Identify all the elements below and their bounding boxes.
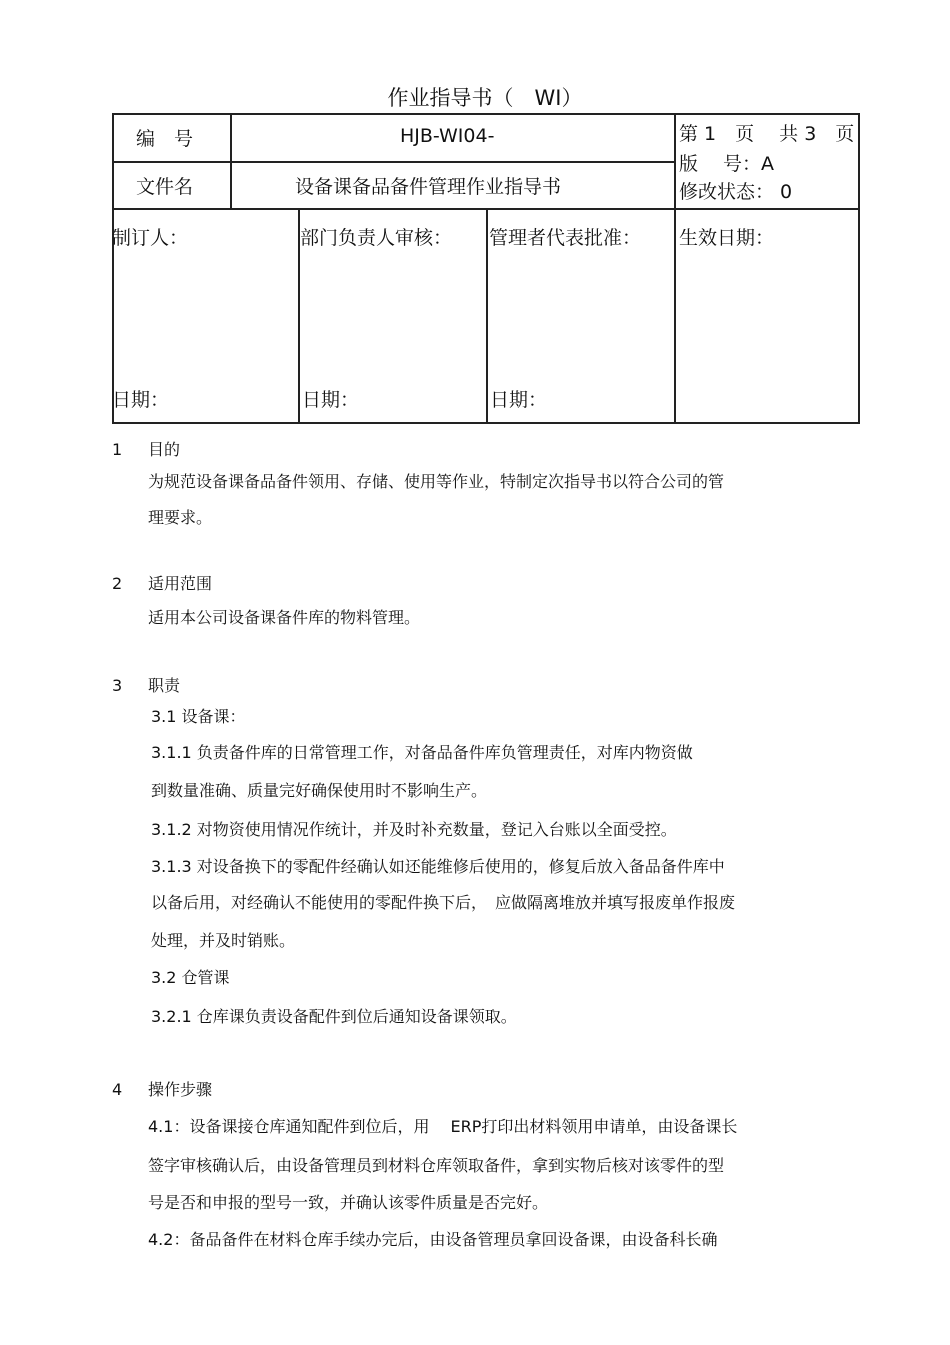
paragraph-line: 3.1 设备课： [151, 707, 246, 726]
section-number: 4 [112, 1080, 123, 1099]
section-title: 目的 [148, 440, 181, 459]
paragraph-line: 3.1.3 对设备换下的零配件经确认如还能维修后使用的，修复后放入备品备件库中 [151, 857, 725, 876]
dept-review-label: 部门负责人审核： [300, 227, 453, 249]
col-divider [674, 113, 676, 424]
document-title: 作业指导书（ WI） [387, 86, 583, 110]
revision-status: 修改状态： 0 [679, 181, 793, 203]
section-title: 职责 [148, 676, 181, 695]
section-title: 操作步骤 [148, 1080, 213, 1099]
row-divider [112, 161, 674, 163]
date-label: 日期： [302, 389, 360, 411]
version: 版 号：A [679, 153, 775, 175]
section-heading [112, 571, 212, 594]
paragraph-line: 4.1：设备课接仓库通知配件到位后，用 ERP打印出材料领用申请单，由设备课长 [148, 1117, 738, 1136]
section-title: 适用范围 [148, 574, 213, 593]
col-divider [486, 208, 488, 424]
section-number: 2 [112, 574, 123, 593]
date-label: 日期： [490, 389, 548, 411]
paragraph-line: 到数量准确、质量完好确保使用时不影响生产。 [151, 781, 488, 800]
paragraph-line: 适用本公司设备课备件库的物料管理。 [148, 608, 421, 627]
filename-label: 文件名 [136, 176, 194, 198]
code-value: HJB-WI04- [400, 125, 495, 147]
paragraph-line: 号是否和申报的型号一致，并确认该零件质量是否完好。 [148, 1193, 549, 1212]
mgmt-approve-label: 管理者代表批准： [489, 227, 642, 249]
section-heading [112, 437, 180, 460]
paragraph-line: 3.1.1 负责备件库的日常管理工作，对备品备件库负管理责任，对库内物资做 [151, 743, 693, 762]
paragraph-line: 以备后用，对经确认不能使用的零配件换下后， 应做隔离堆放并填写报废单作报废 [151, 893, 736, 912]
paragraph-line: 3.1.2 对物资使用情况作统计，并及时补充数量，登记入台账以全面受控。 [151, 820, 677, 839]
paragraph-line: 为规范设备课备品备件领用、存储、使用等作业，特制定次指导书以符合公司的管 [148, 472, 725, 491]
header-table [112, 113, 860, 424]
effective-date-label: 生效日期： [679, 227, 775, 249]
date-label: 日期： [112, 389, 170, 411]
paragraph-line: 处理，并及时销账。 [151, 931, 296, 950]
paragraph-line: 签字审核确认后，由设备管理员到材料仓库领取备件，拿到实物后核对该零件的型 [148, 1156, 725, 1175]
paragraph-line: 4.2：备品备件在材料仓库手续办完后，由设备管理员拿回设备课，由设备科长确 [148, 1230, 718, 1249]
paragraph-line: 3.2 仓管课 [151, 968, 230, 987]
section-number: 3 [112, 676, 123, 695]
section-number: 1 [112, 440, 123, 459]
drafter-label: 制订人： [112, 227, 189, 249]
filename-value: 设备课备品备件管理作业指导书 [295, 176, 562, 198]
paragraph-line: 3.2.1 仓库课负责设备配件到位后通知设备课领取。 [151, 1007, 517, 1026]
page-info: 第 1 页 共 3 页 [679, 123, 855, 145]
paragraph-line: 理要求。 [148, 508, 213, 527]
code-label: 编 号 [136, 128, 194, 150]
col-divider [230, 113, 232, 209]
section-heading [112, 673, 180, 696]
section-heading [112, 1077, 212, 1100]
